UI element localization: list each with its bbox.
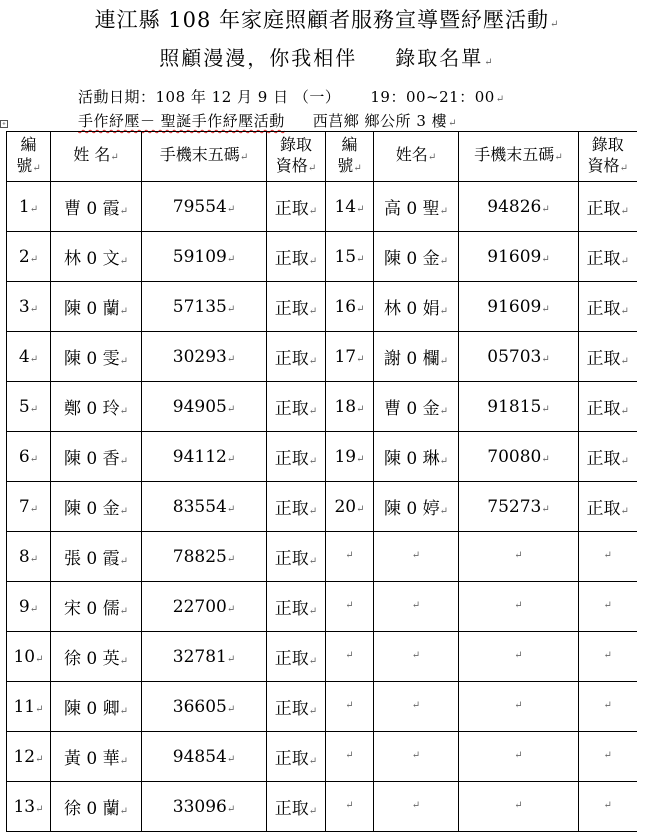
subtitle-slogan: 照顧漫漫，你我相伴 <box>159 46 358 70</box>
cell-number-right: 20↵ <box>326 482 374 532</box>
cell-phone: 94905↵ <box>142 382 267 432</box>
cell-number-right: 16↵ <box>326 282 374 332</box>
cell-number: 12↵ <box>7 732 51 782</box>
header-name-right: 姓名↵ <box>374 132 459 182</box>
cell-phone: 78825↵ <box>142 532 267 582</box>
header-number-right: 編 號↵ <box>326 132 374 182</box>
cell-status-right: ↵ <box>579 782 637 832</box>
cell-status: 正取↵ <box>267 582 326 632</box>
cell-name-right: 陳 0 琳↵ <box>374 432 459 482</box>
table-row <box>7 732 637 782</box>
cell-number: 5↵ <box>7 382 51 432</box>
admission-table <box>6 131 637 832</box>
cell-status-right: 正取↵ <box>579 282 637 332</box>
cell-status: 正取↵ <box>267 482 326 532</box>
cell-name-right: ↵ <box>374 782 459 832</box>
cell-number: 2↵ <box>7 232 51 282</box>
cell-number: 6↵ <box>7 432 51 482</box>
cell-phone-right: 91815↵ <box>459 382 579 432</box>
activity-time: 19：00~21：00 <box>370 88 495 106</box>
cell-number: 8↵ <box>7 532 51 582</box>
table-row <box>7 382 637 432</box>
cell-number: 11↵ <box>7 682 51 732</box>
cell-phone: 30293↵ <box>142 332 267 382</box>
cell-phone: 94854↵ <box>142 732 267 782</box>
cell-name-right: 陳 0 婷↵ <box>374 482 459 532</box>
cell-status: 正取↵ <box>267 332 326 382</box>
cell-phone-right: 75273↵ <box>459 482 579 532</box>
cell-phone-right: ↵ <box>459 632 579 682</box>
cell-phone-right: 05703↵ <box>459 332 579 382</box>
table-row <box>7 482 637 532</box>
cell-status-right: 正取↵ <box>579 232 637 282</box>
table-row <box>7 582 637 632</box>
cell-status: 正取↵ <box>267 182 326 232</box>
activity-datetime: 活動日期：108 年 12 月 9 日 （一） 19：00~21：00↵ <box>78 88 505 106</box>
cell-name: 張 0 霞↵ <box>51 532 142 582</box>
cell-number-right: 14↵ <box>326 182 374 232</box>
cell-name: 曹 0 霞↵ <box>51 182 142 232</box>
cell-status: 正取↵ <box>267 682 326 732</box>
cell-number-right: 15↵ <box>326 232 374 282</box>
table-row <box>7 182 637 232</box>
cell-name-right: 林 0 娟↵ <box>374 282 459 332</box>
subtitle-list-label: 錄取名單 <box>395 46 484 70</box>
activity-name: 手作紓壓－ 聖誕手作紓壓活動 <box>78 112 285 130</box>
activity-description: 手作紓壓－ 聖誕手作紓壓活動 西莒鄉 鄉公所 3 樓↵ <box>78 112 458 130</box>
table-row <box>7 632 637 682</box>
cell-phone-right: 94826↵ <box>459 182 579 232</box>
table-row <box>7 332 637 382</box>
cell-status: 正取↵ <box>267 382 326 432</box>
cell-status: 正取↵ <box>267 732 326 782</box>
cell-name: 陳 0 金↵ <box>51 482 142 532</box>
cell-phone: 94112↵ <box>142 432 267 482</box>
cell-name: 徐 0 英↵ <box>51 632 142 682</box>
header-status: 錄取 資格↵ <box>267 132 326 182</box>
cell-name-right: ↵ <box>374 532 459 582</box>
cell-name-right: ↵ <box>374 582 459 632</box>
cell-number: 3↵ <box>7 282 51 332</box>
cell-number-right: 19↵ <box>326 432 374 482</box>
cell-name-right: ↵ <box>374 682 459 732</box>
cell-status-right: ↵ <box>579 632 637 682</box>
cell-phone-right: 91609↵ <box>459 232 579 282</box>
cell-status: 正取↵ <box>267 282 326 332</box>
cell-number-right: 18↵ <box>326 382 374 432</box>
cell-phone-right: 70080↵ <box>459 432 579 482</box>
cell-number: 1↵ <box>7 182 51 232</box>
header-status-right: 錄取 資格↵ <box>579 132 637 182</box>
document-title: 連江縣 108 年家庭照顧者服務宣導暨紓壓活動↵ <box>94 8 560 32</box>
cell-status-right: 正取↵ <box>579 482 637 532</box>
cell-name: 陳 0 蘭↵ <box>51 282 142 332</box>
cell-number-right: ↵ <box>326 782 374 832</box>
cell-number-right: ↵ <box>326 532 374 582</box>
cell-phone: 36605↵ <box>142 682 267 732</box>
cell-number: 9↵ <box>7 582 51 632</box>
cell-status-right: ↵ <box>579 582 637 632</box>
cell-status-right: 正取↵ <box>579 332 637 382</box>
cell-name: 林 0 文↵ <box>51 232 142 282</box>
header-number: 編 號↵ <box>7 132 51 182</box>
cell-phone-right: ↵ <box>459 732 579 782</box>
cell-phone-right: ↵ <box>459 532 579 582</box>
cell-number-right: ↵ <box>326 682 374 732</box>
cell-phone: 59109↵ <box>142 232 267 282</box>
table-header-row <box>7 132 637 182</box>
header-name: 姓 名↵ <box>51 132 142 182</box>
cell-phone: 33096↵ <box>142 782 267 832</box>
cell-number: 10↵ <box>7 632 51 682</box>
cell-status: 正取↵ <box>267 432 326 482</box>
cell-status: 正取↵ <box>267 632 326 682</box>
cell-name-right: 陳 0 金↵ <box>374 232 459 282</box>
cell-number-right: 17↵ <box>326 332 374 382</box>
cell-phone: 22700↵ <box>142 582 267 632</box>
cell-name-right: 高 0 聖↵ <box>374 182 459 232</box>
cell-phone-right: ↵ <box>459 782 579 832</box>
cell-name: 陳 0 香↵ <box>51 432 142 482</box>
cell-number: 7↵ <box>7 482 51 532</box>
cell-number: 4↵ <box>7 332 51 382</box>
cell-name-right: ↵ <box>374 732 459 782</box>
cell-name: 陳 0 雯↵ <box>51 332 142 382</box>
cell-name-right: 曹 0 金↵ <box>374 382 459 432</box>
cell-phone-right: 91609↵ <box>459 282 579 332</box>
cell-name-right: ↵ <box>374 632 459 682</box>
table-row <box>7 232 637 282</box>
cell-phone: 32781↵ <box>142 632 267 682</box>
activity-date: 活動日期：108 年 12 月 9 日 （一） <box>78 88 341 106</box>
header-phone: 手機末五碼↵ <box>142 132 267 182</box>
cell-name: 徐 0 蘭↵ <box>51 782 142 832</box>
header-phone-right: 手機末五碼↵ <box>459 132 579 182</box>
cell-number-right: ↵ <box>326 582 374 632</box>
cell-name: 鄭 0 玲↵ <box>51 382 142 432</box>
cell-number-right: ↵ <box>326 632 374 682</box>
cell-phone: 83554↵ <box>142 482 267 532</box>
cell-name: 宋 0 儒↵ <box>51 582 142 632</box>
table-row <box>7 782 637 832</box>
document-subtitle: 照顧漫漫，你我相伴 錄取名單↵ <box>159 46 495 70</box>
cell-status-right: ↵ <box>579 732 637 782</box>
cell-status: 正取↵ <box>267 232 326 282</box>
table-row <box>7 682 637 732</box>
cell-status-right: ↵ <box>579 532 637 582</box>
cell-number-right: ↵ <box>326 732 374 782</box>
cell-name-right: 謝 0 欄↵ <box>374 332 459 382</box>
cell-status-right: 正取↵ <box>579 432 637 482</box>
cell-status-right: 正取↵ <box>579 382 637 432</box>
activity-place: 西莒鄉 鄉公所 3 樓 <box>312 112 448 130</box>
cell-phone: 57135↵ <box>142 282 267 332</box>
cell-name: 陳 0 卿↵ <box>51 682 142 732</box>
cell-status-right: 正取↵ <box>579 182 637 232</box>
cell-number: 13↵ <box>7 782 51 832</box>
cell-phone: 79554↵ <box>142 182 267 232</box>
cell-phone-right: ↵ <box>459 582 579 632</box>
table-row <box>7 282 637 332</box>
cell-status: 正取↵ <box>267 782 326 832</box>
cell-name: 黃 0 華↵ <box>51 732 142 782</box>
table-row <box>7 532 637 582</box>
table-row <box>7 432 637 482</box>
table-move-handle-icon[interactable]: + <box>1 121 7 127</box>
cell-phone-right: ↵ <box>459 682 579 732</box>
cell-status: 正取↵ <box>267 532 326 582</box>
cell-status-right: ↵ <box>579 682 637 732</box>
